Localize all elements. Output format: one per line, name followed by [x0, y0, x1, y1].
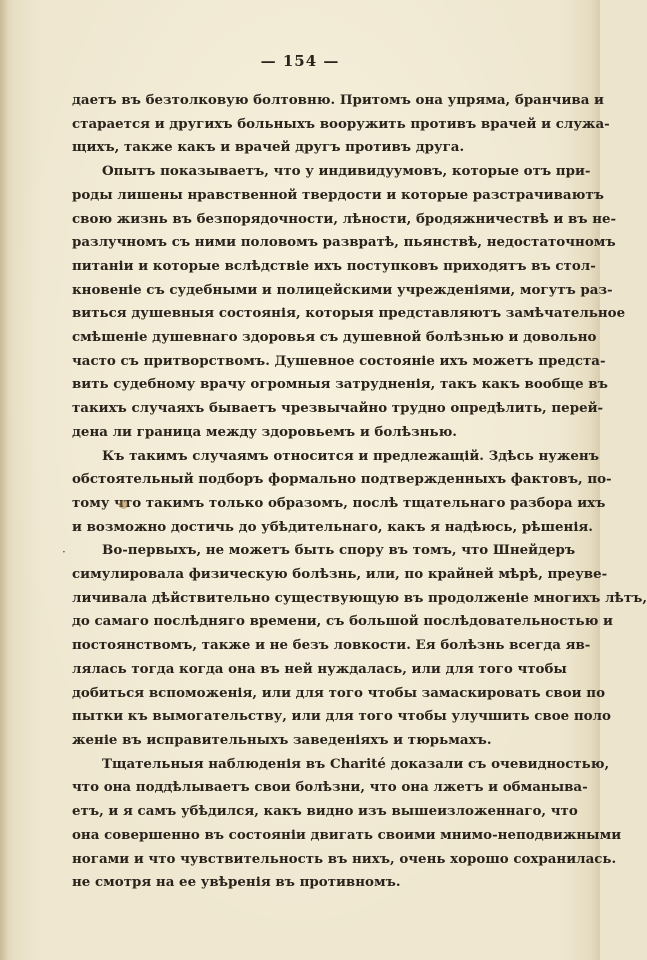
text-line: щихъ, также какъ и врачей другъ противъ друга. — [72, 139, 465, 156]
text-line: кновеніе съ судебными и полицейскими учрежденіями, могутъ раз- — [72, 281, 613, 298]
margin-mark: · — [62, 545, 66, 559]
text-line: смѣшеніе душевнаго здоровья съ душевной болѣзнью и довольно — [72, 329, 597, 346]
text-line: добиться вспоможенія, или для того чтобы замаскировать свои по — [72, 684, 605, 701]
text-line: до самаго послѣдняго времени, съ большой послѣдовательностью и — [72, 613, 613, 630]
text-line: вить судебному врачу огромныя затрудненія, такъ какъ вообще въ — [72, 376, 608, 393]
text-line: Тщательныя наблюденія въ Charité доказали съ очевидностью, — [102, 755, 610, 772]
text-line: часто съ притворствомъ. Душевное состояніе ихъ можетъ предста- — [72, 352, 606, 369]
text-line: и возможно достичь до убѣдительнаго, какъ я надѣюсь, рѣшенія. — [72, 518, 593, 535]
text-line: ногами и что чувствительность въ нихъ, очень хорошо сохранилась. — [72, 850, 617, 867]
text-line: постоянствомъ, также и не безъ ловкости. Ея болѣзнь всегда яв- — [72, 637, 591, 654]
text-line: тому что такимъ только образомъ, послѣ тщательнаго разбора ихъ — [72, 494, 606, 511]
text-line: Опытъ показываетъ, что у индивидуумовъ, которые отъ при- — [102, 163, 591, 180]
text-line: она совершенно въ состояніи двигать своими мнимо-неподвижными — [72, 826, 622, 843]
text-line: не смотря на ее увѣренія въ противномъ. — [72, 874, 401, 891]
text-line: даетъ въ безтолковую болтовню. Притомъ она упряма, бранчива и — [72, 92, 604, 108]
text-line: лялась тогда когда она въ ней нуждалась, или для того чтобы — [72, 660, 567, 677]
page-binding-shadow — [0, 0, 8, 960]
text-line: роды лишены нравственной твердости и которые разстрачиваютъ — [72, 186, 604, 203]
text-line: женіе въ исправительныхъ заведеніяхъ и тюрьмахъ. — [72, 731, 492, 748]
text-line: личивала дѣйствительно существующую въ продолженіе многихъ лѣтъ, — [72, 589, 647, 606]
text-line: старается и другихъ больныхъ вооружить противъ врачей и служа- — [72, 115, 610, 132]
text-line: питаніи и которые вслѣдствіе ихъ поступковъ приходятъ въ стол- — [72, 257, 596, 274]
page-number: — 154 — — [260, 52, 340, 70]
text-line: дена ли граница между здоровьемъ и болѣзнью. — [72, 423, 457, 440]
text-line: симулировала физическую болѣзнь, или, по крайней мѣрѣ, преуве- — [72, 566, 608, 583]
text-line: Къ такимъ случаямъ относится и предлежащій. Здѣсь нуженъ — [102, 447, 599, 464]
text-line: что она поддѣлываетъ свои болѣзни, что она лжетъ и обманыва- — [72, 779, 588, 796]
text-line: разлучномъ съ ними половомъ развратѣ, пьянствѣ, недостаточномъ — [72, 234, 616, 251]
text-line: виться душевныя состоянія, которыя представляютъ замѣчательное — [72, 305, 626, 322]
text-line: Во-первыхъ, не можетъ быть спору въ томъ, что Шнейдеръ — [102, 542, 576, 559]
text-line: свою жизнь въ безпорядочности, лѣности, бродяжничествѣ и въ не- — [72, 210, 617, 227]
text-line: такихъ случаяхъ бываетъ чрезвычайно трудно опредѣлить, перей- — [72, 400, 604, 417]
text-line: етъ, и я самъ убѣдился, какъ видно изъ вышеизложеннаго, что — [72, 803, 578, 820]
body-text — [72, 89, 647, 895]
ink-stain — [119, 500, 128, 509]
text-line: пытки къ вымогательству, или для того чтобы улучшить свое поло — [72, 708, 611, 725]
text-line: обстоятельный подборъ формально подтвержденныхъ фактовъ, по- — [72, 471, 612, 488]
